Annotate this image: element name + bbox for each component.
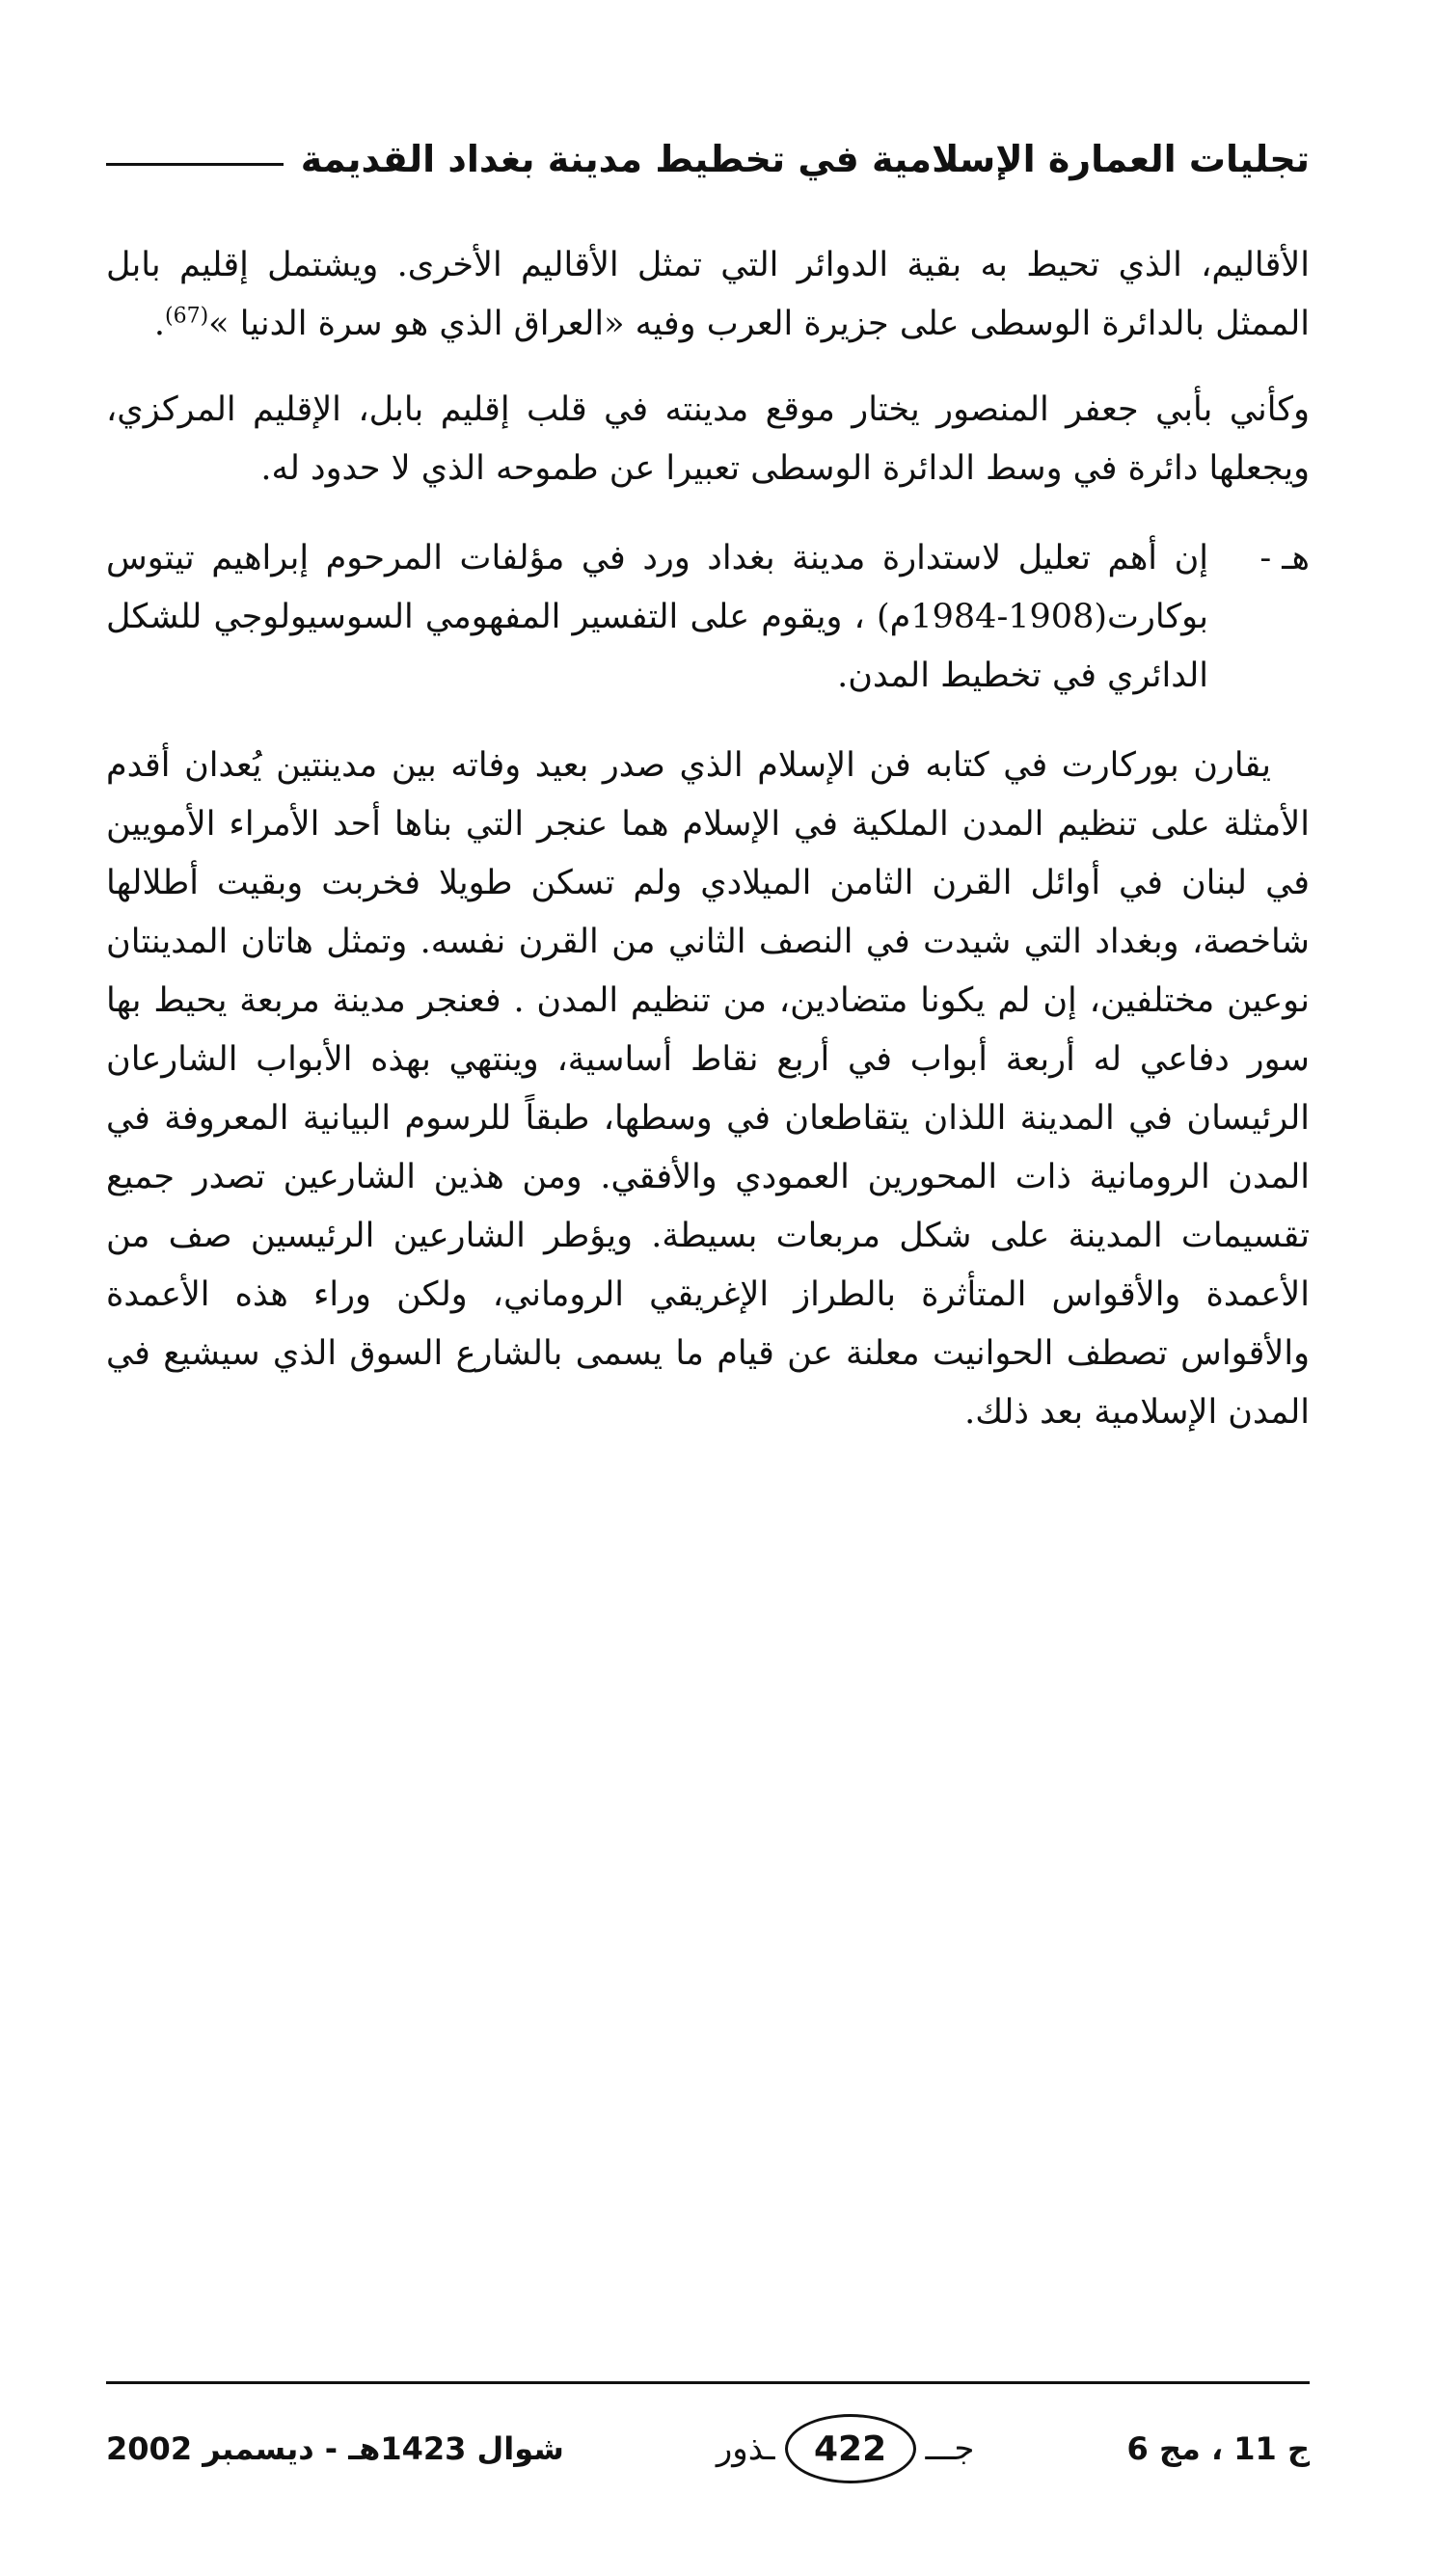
paragraph-1 bbox=[106, 236, 1310, 354]
journal-name-left: جـــ bbox=[925, 2429, 975, 2468]
footer-rule bbox=[106, 2381, 1310, 2384]
running-header bbox=[106, 125, 1310, 193]
paragraph-2 bbox=[106, 381, 1310, 498]
paragraph-4 bbox=[106, 737, 1310, 1442]
paragraph-3-text: إن أهم تعليل لاستدارة مدينة بغداد ورد في مؤلفات المرحوم إبراهيم تيتوس بوكارت(1908-1984م) ، ويقوم على التفسير المفهومي السوسيولوجي للشكل الدائري في تخطيط المدن. bbox=[106, 539, 1208, 695]
paragraph-4-text: يقارن بوركارت في كتابه فن الإسلام الذي صدر بعيد وفاته بين مدينتين يُعدان أقدم الأمثلة على تنظيم المدن الملكية في الإسلام هما عنجر التي بناها أحد الأمراء الأمويين في لبنان في أوائل القرن الثامن الميلادي ولم تسكن طويلا فخربت وبقيت أطلالها شاخصة، وبغداد التي شيدت في النصف الثاني من القرن نفسه. وتمثل هاتان المدينتان نوعين مختلفين، إن لم يكونا متضادين، من تنظيم المدن . فعنجر مدينة مربعة يحيط بها سور دفاعي له أربعة أبواب في أربع نقاط أساسية، وينتهي بهذه الأبواب الشارعان الرئيسان في المدينة اللذان يتقاطعان في وسطها، طبقاً للرسوم البيانية المعروفة في المدن الرومانية ذات المحورين العمودي والأفقي. ومن هذين الشارعين تصدر جميع تقسيمات المدينة على شكل مربعات بسيطة. ويؤطر الشارعين الرئيسين صف من الأعمدة والأقواس المتأثرة بالطراز الإغريقي الروماني، ولكن وراء هذه الأعمدة والأقواس تصطف الحوانيت معلنة عن قيام ما يسمى بالشارع السوق الذي سيشيع في المدن الإسلامية بعد ذلك. bbox=[106, 746, 1310, 1432]
volume-info: ج 11 ، مج 6 bbox=[1126, 2430, 1310, 2467]
list-marker: هـ - bbox=[1259, 539, 1310, 577]
page-footer bbox=[106, 2401, 1310, 2497]
paragraph-1-end: . bbox=[153, 305, 165, 343]
article-body bbox=[106, 236, 1310, 1473]
page-number: 422 bbox=[785, 2414, 916, 2483]
header-title: تجليات العمارة الإسلامية في تخطيط مدينة بغداد القديمة bbox=[300, 138, 1310, 180]
issue-date: شوال 1423هـ - ديسمبر 2002 bbox=[106, 2430, 564, 2467]
paragraph-1-text: الأقاليم، الذي تحيط به بقية الدوائر التي تمثل الأقاليم الأخرى. ويشتمل إقليم بابل الممثل بالدائرة الوسطى على جزيرة العرب وفيه «العراق الذي هو سرة الدنيا » bbox=[106, 246, 1310, 343]
paragraph-2-text: وكأني بأبي جعفر المنصور يختار موقع مدينته في قلب إقليم بابل، الإقليم المركزي، ويجعلها دائرة في وسط الدائرة الوسطى تعبيرا عن طموحه الذي لا حدود له. bbox=[106, 390, 1310, 488]
journal-name-right: ـذور bbox=[716, 2429, 775, 2468]
footnote-ref-67: (67) bbox=[164, 304, 209, 329]
journal-logo bbox=[711, 2414, 981, 2483]
list-item-he bbox=[106, 529, 1310, 706]
header-rule bbox=[106, 163, 284, 166]
